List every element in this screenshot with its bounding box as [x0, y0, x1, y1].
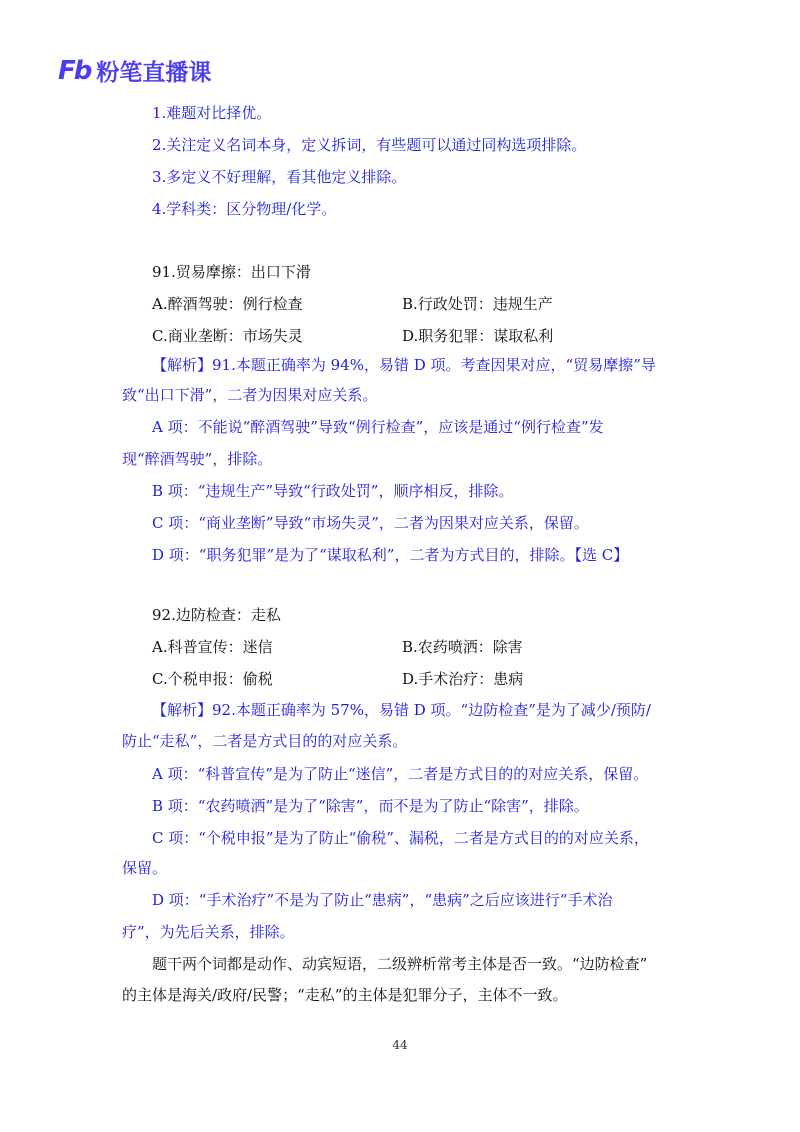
brand-logo	[58, 54, 211, 87]
tip-1: 1.难题对比择优。	[152, 104, 272, 122]
q92-analysis-line-1: 【解析】92.本题正确率为 57%，易错 D 项。“边防检查”是为了减少/预防/	[152, 701, 651, 719]
q91-analysis-line-1: 【解析】91.本题正确率为 94%，易错 D 项。考查因果对应，“贸易摩擦”导	[152, 356, 656, 374]
q91-a-analysis-line-1: A 项：不能说“醉酒驾驶”导致“例行检查”，应该是通过“例行检查”发	[152, 418, 604, 436]
tip-3: 3.多定义不好理解，看其他定义排除。	[152, 168, 407, 186]
q92-option-a: A.科普宣传：迷信	[152, 638, 273, 656]
q91-option-a: A.醉酒驾驶：例行检查	[152, 295, 303, 313]
logo-text: 粉笔直播课	[96, 60, 212, 86]
q92-c-analysis-line-1: C 项：“个税申报”是为了防止“偷税”、漏税，二者是方式目的的对应关系，	[152, 829, 649, 847]
q92-d-analysis-line-1: D 项：“手术治疗”不是为了防止“患病”，“患病”之后应该进行“手术治	[152, 891, 613, 909]
q92-b-analysis: B 项：“农药喷洒”是为了“除害”，而不是为了防止“除害”，排除。	[152, 797, 589, 815]
q91-option-c: C.商业垄断：市场失灵	[152, 327, 303, 345]
q92-a-analysis: A 项：“科普宣传”是为了防止“迷信”，二者是方式目的的对应关系，保留。	[152, 765, 649, 783]
q91-analysis-line-2: 致“出口下滑”，二者为因果对应关系。	[122, 386, 378, 404]
q91-b-analysis: B 项：“违规生产”导致“行政处罚”，顺序相反，排除。	[152, 482, 514, 500]
tip-2: 2.关注定义名词本身，定义拆词，有些题可以通过同构选项排除。	[152, 136, 587, 154]
q92-option-b: B.农药喷洒：除害	[402, 638, 523, 656]
q92-c-analysis-line-2: 保留。	[122, 859, 168, 877]
q92-analysis-line-2: 防止“走私”，二者是方式目的的对应关系。	[122, 732, 408, 750]
q91-option-b: B.行政处罚：违规生产	[402, 295, 553, 313]
q92-option-d: D.手术治疗：患病	[402, 670, 524, 688]
logo-mark: Fb	[58, 55, 91, 86]
q91-c-analysis: C 项：“商业垄断”导致“市场失灵”，二者为因果对应关系，保留。	[152, 514, 589, 532]
q91-option-d: D.职务犯罪：谋取私利	[402, 327, 554, 345]
q91-d-analysis: D 项：“职务犯罪”是为了“谋取私利”，二者为方式目的，排除。【选 C】	[152, 546, 629, 564]
q92-d-analysis-line-2: 疗”，为先后关系，排除。	[122, 923, 295, 941]
q92-stem: 92.边防检查：走私	[152, 606, 281, 624]
tip-4: 4.学科类：区分物理/化学。	[152, 200, 337, 218]
page-number: 44	[392, 1038, 408, 1052]
q91-a-analysis-line-2: 现“醉酒驾驶”，排除。	[122, 450, 273, 468]
q92-summary-line-2: 的主体是海关/政府/民警；“走私”的主体是犯罪分子，主体不一致。	[122, 986, 568, 1004]
q92-option-c: C.个税申报：偷税	[152, 670, 273, 688]
q91-stem: 91.贸易摩擦：出口下滑	[152, 263, 311, 281]
q92-summary-line-1: 题干两个词都是动作、动宾短语，二级辨析常考主体是否一致。“边防检查”	[152, 955, 648, 973]
